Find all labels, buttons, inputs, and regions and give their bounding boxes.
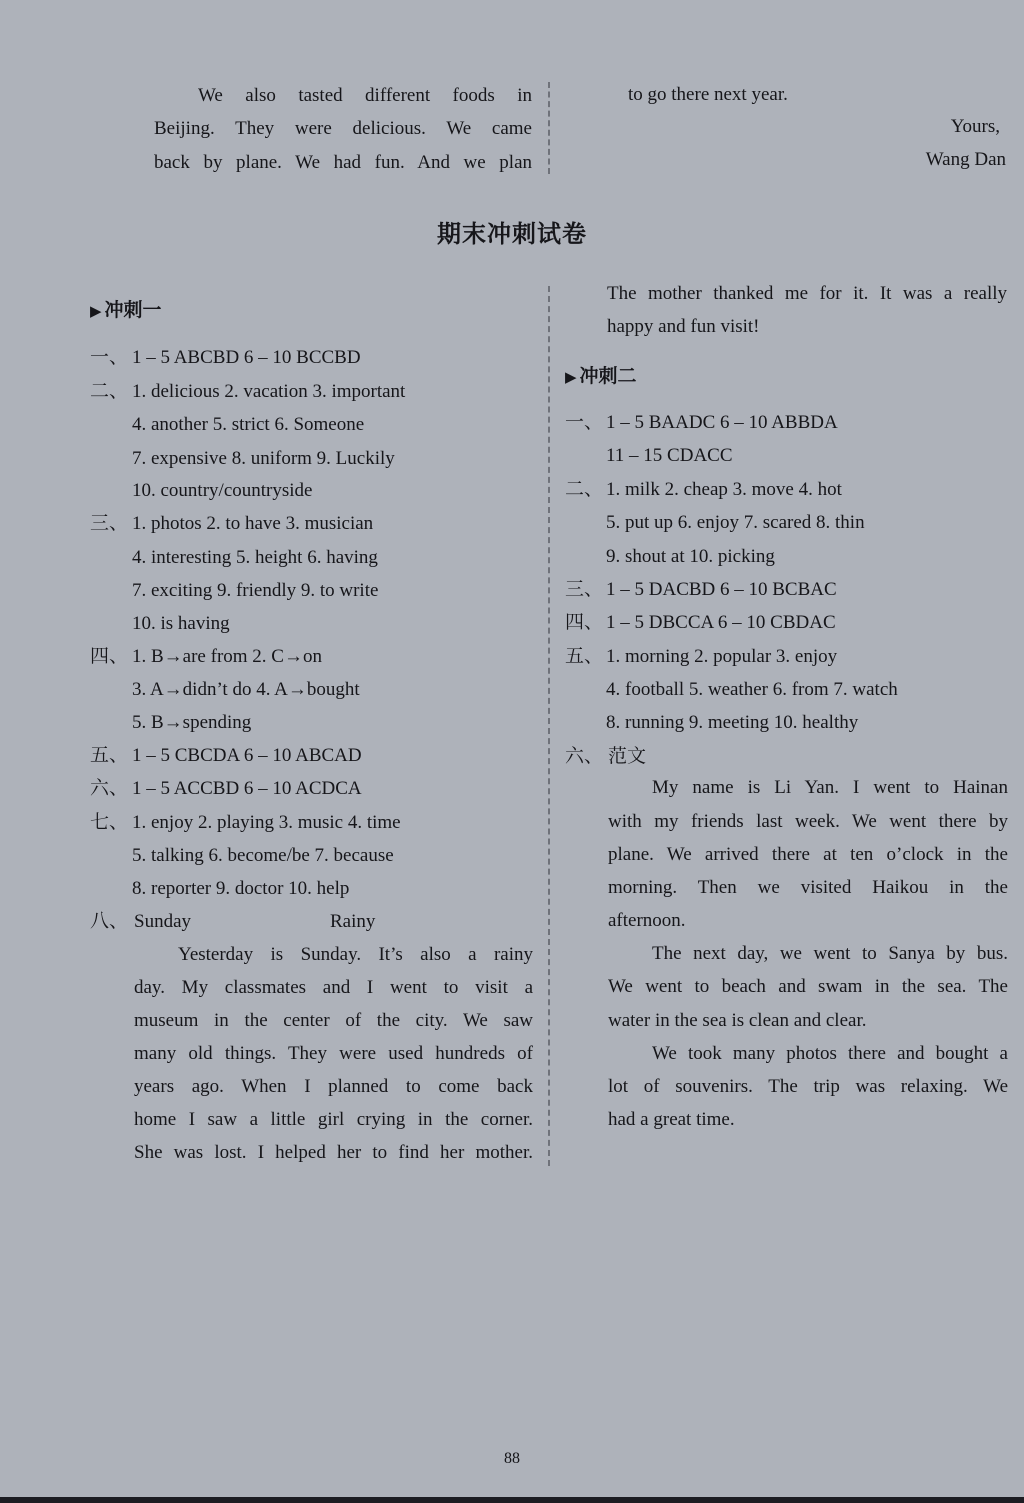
sprint1-answer-line: 10. country/countryside xyxy=(132,480,313,501)
essay-line: lot of souvenirs. The trip was relaxing. We xyxy=(608,1076,1008,1097)
sprint1-section-mark: 五、 xyxy=(90,745,129,766)
essay-line: plane. We arrived there at ten o’clock in the xyxy=(608,844,1008,865)
essay-line: Yesterday is Sunday. It’s also a rainy xyxy=(178,944,533,965)
sprint1-section-mark: 四、 xyxy=(90,646,129,667)
sprint2-answer-line: 9. shout at 10. picking xyxy=(606,546,775,567)
sprint1-answer-line: 3. A→didn’t do 4. A→bought xyxy=(132,679,360,700)
essay-line: water in the sea is clean and clear. xyxy=(608,1010,867,1031)
sprint1-answer-line: 1. B→are from 2. C→on xyxy=(132,646,322,667)
sprint1-answer-line: 1 – 5 ABCBD 6 – 10 BCCBD xyxy=(132,347,361,368)
triangle-bullet-icon: ▶ xyxy=(90,304,102,320)
essay-label: 范文 xyxy=(608,746,647,767)
letter-closing: Yours, xyxy=(950,116,1000,137)
sprint2-answer-line: 1. morning 2. popular 3. enjoy xyxy=(606,646,838,667)
essay-line: had a great time. xyxy=(608,1109,735,1130)
essay-weather: Rainy xyxy=(330,911,376,932)
column-divider-top xyxy=(548,82,550,174)
sprint1-answer-line: 10. is having xyxy=(132,613,230,634)
sprint2-answer-line: 5. put up 6. enjoy 7. scared 8. thin xyxy=(606,512,865,533)
sprint2-section-mark: 三、 xyxy=(565,579,604,600)
essay-day: Sunday xyxy=(134,911,191,932)
column-divider-main xyxy=(548,286,550,1166)
sprint1-answer-line: 1 – 5 ACCBD 6 – 10 ACDCA xyxy=(132,778,362,799)
sprint1-section-mark: 七、 xyxy=(90,812,129,833)
essay-line: years ago. When I planned to come back xyxy=(134,1076,533,1097)
sprint1-answer-line: 8. reporter 9. doctor 10. help xyxy=(132,878,350,899)
essay-line: with my friends last week. We went there by xyxy=(608,811,1008,832)
sprint2-answer-line: 11 – 15 CDACC xyxy=(606,445,733,466)
sprint2-answer-line: 1 – 5 DACBD 6 – 10 BCBAC xyxy=(606,579,837,600)
triangle-bullet-icon: ▶ xyxy=(565,370,577,386)
page-number: 88 xyxy=(504,1450,520,1467)
sprint1-answer-line: 7. exciting 9. friendly 9. to write xyxy=(132,580,379,601)
sprint2-answer-line: 1 – 5 BAADC 6 – 10 ABBDA xyxy=(606,412,838,433)
essay-line: The next day, we went to Sanya by bus. xyxy=(652,943,1008,964)
sprint1-section-mark: 二、 xyxy=(90,381,129,402)
section-6-mark: 六、 xyxy=(565,746,604,767)
page-title: 期末冲刺试卷 xyxy=(437,220,587,248)
right-top-line-1: The mother thanked me for it. It was a really xyxy=(607,283,1007,304)
sprint1-answer-line: 4. another 5. strict 6. Someone xyxy=(132,414,365,435)
sprint1-answer-line: 1 – 5 CBCDA 6 – 10 ABCAD xyxy=(132,745,362,766)
sprint1-answer-line: 5. B→spending xyxy=(132,712,252,733)
essay-line: day. My classmates and I went to visit a xyxy=(134,977,533,998)
sprint1-answer-line: 7. expensive 8. uniform 9. Luckily xyxy=(132,448,395,469)
sprint2-answer-line: 1. milk 2. cheap 3. move 4. hot xyxy=(606,479,842,500)
sprint2-answer-line: 1 – 5 DBCCA 6 – 10 CBDAC xyxy=(606,612,836,633)
sprint2-section-mark: 五、 xyxy=(565,646,604,667)
letter-signature: Wang Dan xyxy=(925,149,1006,170)
essay-line: museum in the center of the city. We saw xyxy=(134,1010,533,1031)
top-left-line-2: Beijing. They were delicious. We came xyxy=(154,118,532,139)
top-right-line: to go there next year. xyxy=(628,84,788,105)
section-8-mark: 八、 xyxy=(90,911,129,932)
right-top-line-2: happy and fun visit! xyxy=(607,316,760,337)
essay-line: many old things. They were used hundreds of xyxy=(134,1043,533,1064)
sprint1-answer-line: 1. enjoy 2. playing 3. music 4. time xyxy=(132,812,401,833)
sprint2-answer-line: 4. football 5. weather 6. from 7. watch xyxy=(606,679,898,700)
essay-line: We went to beach and swam in the sea. The xyxy=(608,976,1008,997)
sprint1-section-mark: 六、 xyxy=(90,778,129,799)
essay-line: home I saw a little girl crying in the corner. xyxy=(134,1109,533,1130)
top-left-line-1: We also tasted different foods in xyxy=(198,85,532,106)
essay-line: afternoon. xyxy=(608,910,686,931)
sprint1-section-mark: 一、 xyxy=(90,347,129,368)
sprint1-section-mark: 三、 xyxy=(90,513,129,534)
sprint2-section-mark: 一、 xyxy=(565,412,604,433)
sprint1-answer-line: 4. interesting 5. height 6. having xyxy=(132,547,378,568)
sprint1-answer-line: 5. talking 6. become/be 7. because xyxy=(132,845,394,866)
sprint1-answer-line: 1. photos 2. to have 3. musician xyxy=(132,513,374,534)
top-left-line-3: back by plane. We had fun. And we plan xyxy=(154,152,532,173)
essay-line: We took many photos there and bought a xyxy=(652,1043,1008,1064)
essay-line: morning. Then we visited Haikou in the xyxy=(608,877,1008,898)
sprint2-section-mark: 四、 xyxy=(565,612,604,633)
essay-line: She was lost. I helped her to find her mother. xyxy=(134,1142,533,1163)
sprint2-answer-line: 8. running 9. meeting 10. healthy xyxy=(606,712,859,733)
page-bottom-edge xyxy=(0,1497,1024,1503)
sprint2-heading: ▶ 冲刺二 xyxy=(565,366,637,387)
sprint2-section-mark: 二、 xyxy=(565,479,604,500)
essay-line: My name is Li Yan. I went to Hainan xyxy=(652,777,1008,798)
sprint1-heading: ▶ 冲刺一 xyxy=(90,300,162,321)
sprint1-answer-line: 1. delicious 2. vacation 3. important xyxy=(132,381,406,402)
